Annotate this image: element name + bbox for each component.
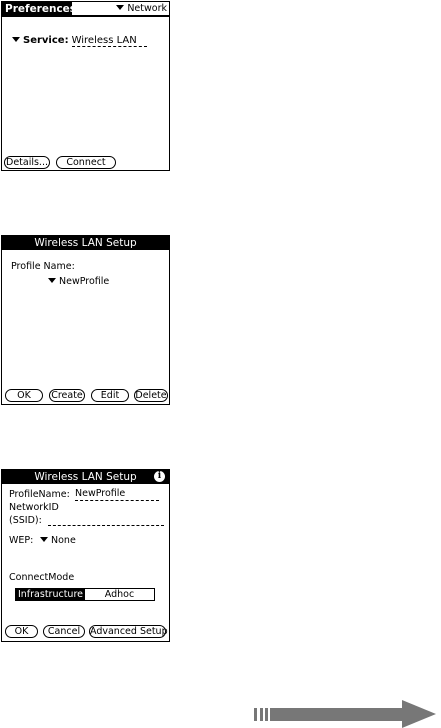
ok-button[interactable]: OK — [5, 625, 38, 638]
wep-value: None — [51, 535, 76, 546]
profile-name-label: ProfileName: — [9, 489, 70, 500]
triangle-down-icon — [48, 278, 56, 283]
wep-picker[interactable] — [40, 535, 76, 547]
service-row — [12, 35, 147, 46]
edit-button[interactable]: Edit — [91, 389, 129, 402]
service-label: Service: — [23, 35, 69, 46]
title-divider — [2, 15, 169, 17]
create-button[interactable]: Create — [49, 389, 85, 402]
cancel-button[interactable]: Cancel — [43, 625, 85, 638]
arrow-head — [402, 700, 436, 728]
mode-infrastructure-tab[interactable]: Infrastructure — [17, 589, 83, 600]
wep-label: WEP: — [9, 535, 34, 546]
advanced-setup-button[interactable]: Advanced Setup — [90, 626, 168, 637]
setup-title: Wireless LAN Setup — [2, 236, 169, 250]
ssid-label: (SSID): — [9, 515, 42, 526]
arrow-bar — [265, 708, 268, 721]
arrow-bar — [254, 708, 257, 721]
profile-value: NewProfile — [59, 276, 110, 287]
arrow-shaft — [270, 708, 402, 721]
profile-name-label: Profile Name: — [11, 261, 75, 272]
preferences-screen — [1, 1, 170, 171]
profile-picker[interactable] — [48, 276, 109, 288]
category-label: Network — [127, 3, 167, 14]
connect-button[interactable]: Connect — [56, 156, 116, 169]
delete-button[interactable]: Delete — [135, 390, 167, 401]
profile-name-field[interactable]: NewProfile — [75, 488, 159, 501]
triangle-down-icon — [40, 537, 48, 542]
triangle-down-icon[interactable] — [12, 37, 20, 42]
mode-adhoc-tab[interactable]: Adhoc — [104, 589, 135, 600]
connect-mode-label: ConnectMode — [9, 572, 75, 583]
connect-mode-selector — [15, 588, 155, 601]
ok-button[interactable]: OK — [5, 389, 43, 402]
category-picker[interactable] — [116, 3, 167, 15]
wireless-setup-detail-screen — [1, 469, 170, 642]
info-icon[interactable]: i — [154, 471, 165, 482]
arrow-bar — [260, 708, 263, 721]
preferences-title: Preferences — [2, 2, 72, 16]
ssid-field[interactable] — [48, 514, 164, 526]
network-id-label: NetworkID — [9, 502, 59, 513]
details-button[interactable]: Details... — [6, 157, 48, 168]
wireless-setup-profile-screen — [1, 235, 170, 405]
triangle-down-icon — [116, 5, 124, 10]
setup-title: Wireless LAN Setup — [2, 470, 169, 484]
service-value[interactable]: Wireless LAN — [72, 35, 147, 47]
